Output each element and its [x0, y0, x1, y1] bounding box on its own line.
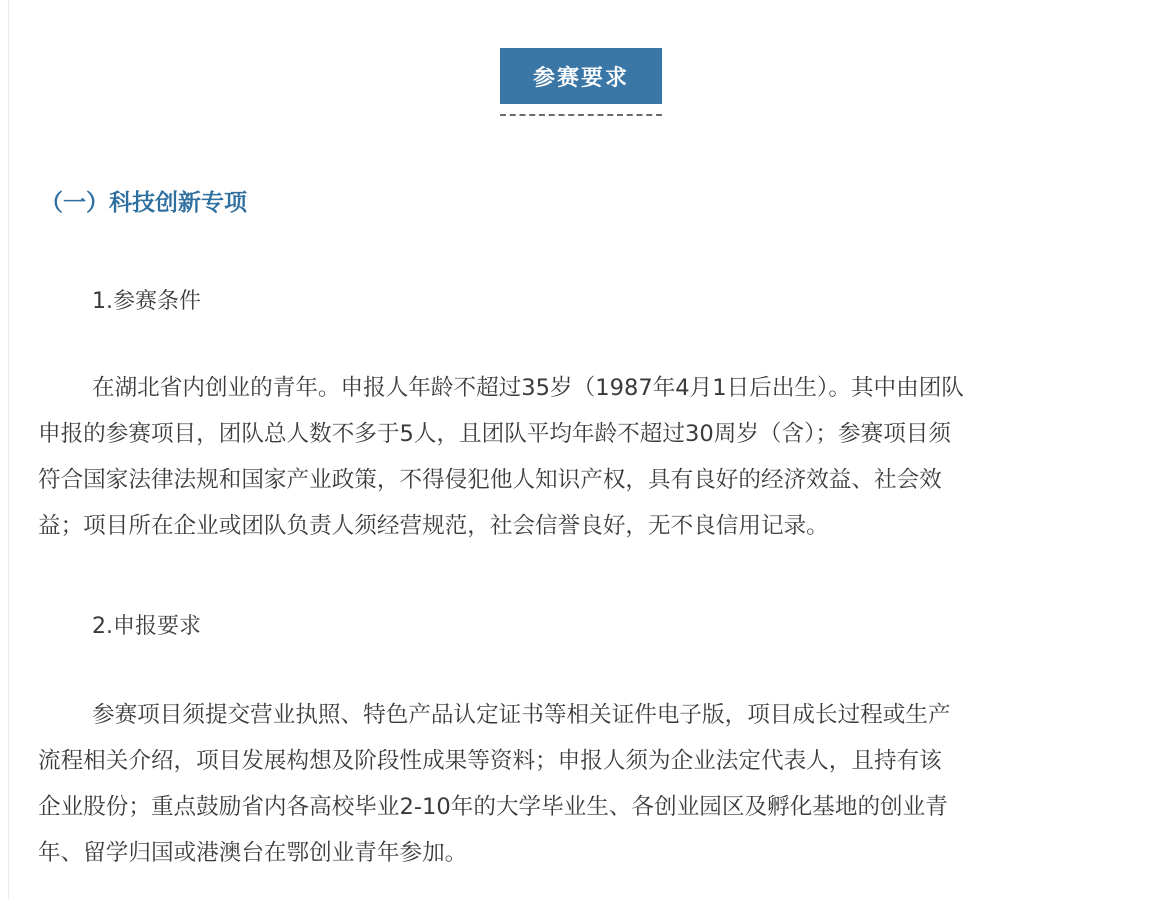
paragraph-line: 益；项目所在企业或团队负责人须经营规范，社会信誉良好，无不良信用记录。 [38, 513, 829, 539]
paragraph-line: 参赛项目须提交营业执照、特色产品认定证书等相关证件电子版，项目成长过程或生产 [92, 702, 951, 728]
title-badge-container [500, 48, 662, 116]
paragraph-line: 申报的参赛项目，团队总人数不多于5人，且团队平均年龄不超过30周岁（含）；参赛项目须 [38, 421, 951, 447]
item-paragraph-conditions [38, 365, 1130, 549]
page-left-border [8, 0, 9, 900]
section-heading: （一）科技创新专项 [40, 190, 247, 216]
item-title-requirements: 2.申报要求 [92, 614, 201, 639]
item-title-conditions: 1.参赛条件 [92, 289, 201, 314]
item-paragraph-requirements [38, 692, 1130, 876]
paragraph-line: 流程相关介绍，项目发展构想及阶段性成果等资料；申报人须为企业法定代表人，且持有该 [38, 748, 942, 774]
paragraph-line: 符合国家法律法规和国家产业政策，不得侵犯他人知识产权，具有良好的经济效益、社会效 [38, 467, 942, 493]
paragraph-line: 年、留学归国或港澳台在鄂创业青年参加。 [38, 840, 468, 866]
paragraph-line: 在湖北省内创业的青年。申报人年龄不超过35岁（1987年4月1日后出生）。其中由团队 [92, 375, 964, 401]
title-dashed-underline [500, 114, 662, 116]
paragraph-line: 企业股份；重点鼓励省内各高校毕业2-10年的大学毕业生、各创业园区及孵化基地的创业青 [38, 794, 948, 820]
title-badge: 参赛要求 [500, 48, 662, 104]
